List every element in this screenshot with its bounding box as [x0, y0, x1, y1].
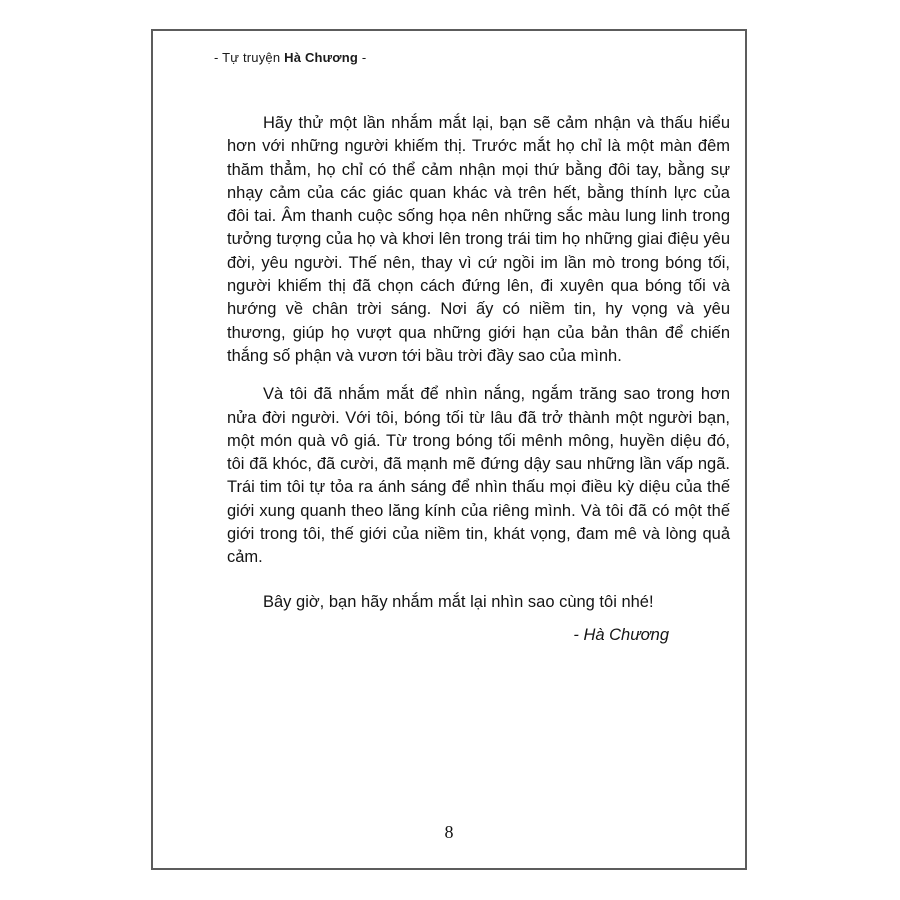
- paragraph-1: Hãy thử một lần nhắm mắt lại, bạn sẽ cảm nhận và thấu hiểu hơn với những người khiếm thị. Trước mắt họ chỉ là một màn đêm thăm thẳm, họ chỉ có thể cảm nhận mọi thứ bằng đôi tay, bằng sự nhạy cảm của các giác quan khác và trên hết, bằng thính lực của đôi tai. Âm thanh cuộc sống họa nên những sắc màu lung linh trong tưởng tượng của họ và khơi lên trong trái tim họ những giai điệu yêu đời, yêu người. Thế nên, thay vì cứ ngồi im lần mò trong bóng tối, người khiếm thị đã chọn cách đứng lên, đi xuyên qua bóng tối và hướng về chân trời sáng. Nơi ấy có niềm tin, hy vọng và yêu thương, giúp họ vượt qua những giới hạn của bản thân để chiến thắng số phận và vươn tới bầu trời đầy sao của mình.: [227, 114, 730, 365]
- page-number: 8: [444, 822, 454, 842]
- book-page: [151, 29, 747, 870]
- running-header-prefix: - Tự truyện: [214, 50, 285, 65]
- running-header-suffix: -: [358, 50, 367, 65]
- page-content: [227, 112, 730, 645]
- closing-line: Bây giờ, bạn hãy nhắm mắt lại nhìn sao cùng tôi nhé!: [263, 592, 654, 611]
- running-header-author: Hà Chương: [284, 50, 359, 65]
- running-header: [214, 50, 366, 65]
- paragraph-2: Và tôi đã nhắm mắt để nhìn nắng, ngắm trăng sao trong hơn nửa đời người. Với tôi, bóng tối từ lâu đã trở thành một người bạn, một món quà vô giá. Từ trong bóng tối mênh mông, huyền diệu đó, tôi đã khóc, đã cười, đã mạnh mẽ đứng dậy sau những lần vấp ngã. Trái tim tôi tự tỏa ra ánh sáng để nhìn thấu mọi điều kỳ diệu của thế giới xung quanh theo lăng kính của riêng mình. Và tôi đã có một thế giới trong tôi, thế giới của niềm tin, khát vọng, đam mê và lòng quả cảm.: [227, 385, 730, 567]
- author-signature: - Hà Chương: [573, 625, 669, 644]
